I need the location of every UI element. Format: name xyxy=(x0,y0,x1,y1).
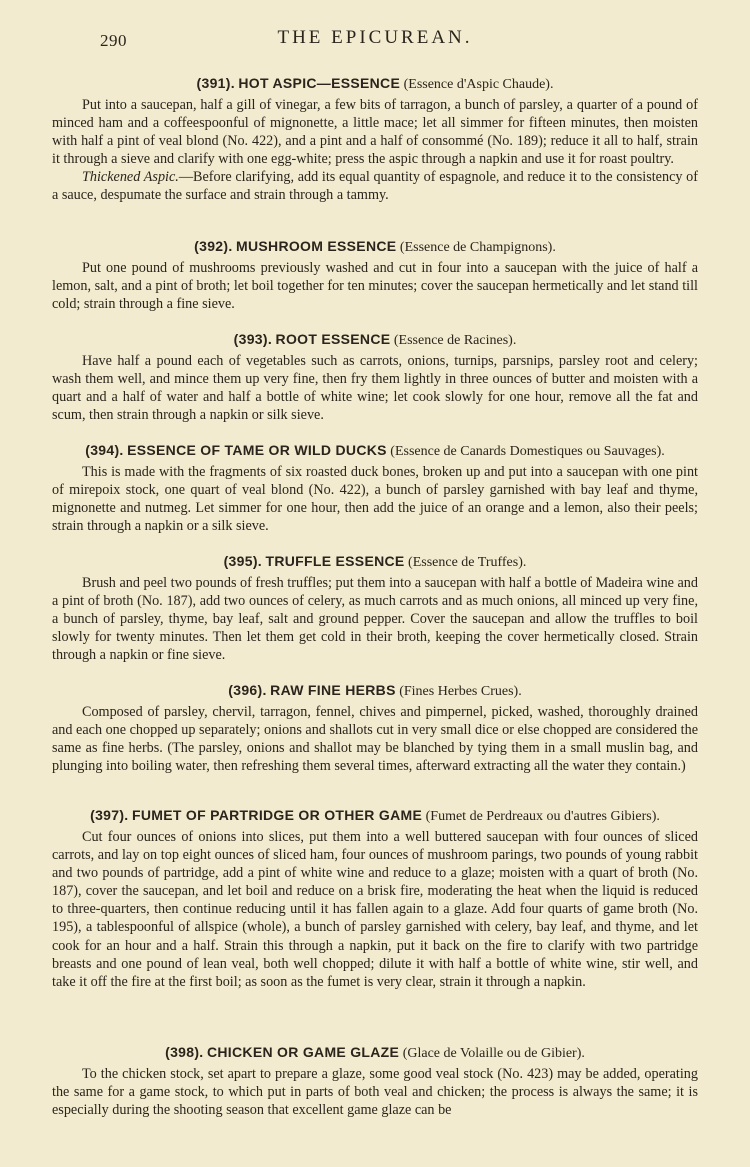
recipe-paragraph: Brush and peel two pounds of fresh truffles; put them into a saucepan with half a bottle of Madeira wine and a pint of broth (No. 187), add two ounces of celery, as much carrots and as much onions, all minced up very fine, a bunch of parsley, thyme, bay leaf, salt and ground pepper. Cover the saucepan and allow the truffles to boil slowly for twenty minutes. Then let them get cold in their broth, keeping the cover hermetically closed. Strain through a napkin or fine sieve. xyxy=(52,575,698,664)
recipe-name: ESSENCE OF TAME OR WILD DUCKS xyxy=(127,442,387,458)
recipe-number: (398). xyxy=(165,1044,204,1060)
recipe-number: (393). xyxy=(233,331,273,347)
recipe-393 xyxy=(52,330,698,424)
recipe-heading xyxy=(52,441,698,461)
recipe-heading xyxy=(52,74,698,94)
recipe-paragraph: Have half a pound each of vegetables such as carrots, onions, turnips, parsnips, parsley root and celery; wash them well, and mince them up very fine, then fry them lightly in three ounces of butter and moisten with a quart and a half of water and half a bottle of white wine; let cook slowly for one hour, remove all the fat and scum, then strain through a napkin or silk sieve. xyxy=(52,353,698,424)
recipe-name: ROOT ESSENCE xyxy=(275,331,391,347)
recipe-french-name: (Essence de Truffes). xyxy=(408,555,527,570)
recipe-heading xyxy=(52,681,698,701)
recipe-number: (394). xyxy=(85,442,124,458)
recipe-heading xyxy=(52,330,698,350)
recipe-392 xyxy=(52,237,698,313)
recipe-name: MUSHROOM ESSENCE xyxy=(236,238,397,254)
page-number: 290 xyxy=(100,31,127,50)
recipe-paragraph: To the chicken stock, set apart to prepare a glaze, some good veal stock (No. 423) may be added, operating the same for a game stock, to which put in parts of both veal and chicken; the process is always the same; it is especially during the shooting season that excellent game glaze can be xyxy=(52,1066,698,1119)
note-label: Thickened Aspic. xyxy=(82,169,179,186)
recipe-paragraph: Cut four ounces of onions into slices, put them into a well buttered saucepan with four ounces of sliced carrots, and lay on top eight ounces of sliced ham, four ounces of mushroom parings, two pounds of young rabbit and two pounds of partridge, add a pint of white wine and reduce to a glaze; moisten with a quart of broth (No. 187), cover the saucepan, and let boil and reduce on a brisk fire, moderating the heat when the liquid is reduced to three-quarters, then continue reducing until it has fallen again to a glaze. Add four quarts of game broth (No. 195), a tablespoonful of allspice (whole), a bunch of parsley garnished with celery, bay leaf, and thyme, and let cook for an hour and a half. Strain this through a napkin, put it back on the fire to clarify with two partridge breasts and one pound of lean veal, both well chopped; dilute it with half a bottle of white wine, stir well, and take it off the fire at the first boil; as soon as the fumet is very clear, strain it through a napkin. xyxy=(52,829,698,990)
recipe-number: (392). xyxy=(194,238,233,254)
recipe-french-name: (Fines Herbes Crues). xyxy=(399,684,522,699)
recipe-french-name: (Essence d'Aspic Chaude). xyxy=(403,77,554,92)
running-header xyxy=(52,0,698,58)
recipe-number: (396). xyxy=(228,682,267,698)
recipe-number: (397). xyxy=(90,807,129,823)
recipe-french-name: (Essence de Champignons). xyxy=(399,240,556,255)
recipe-french-name: (Essence de Racines). xyxy=(393,333,517,348)
recipe-number: (395). xyxy=(223,553,262,569)
running-title: THE EPICUREAN. xyxy=(277,27,473,48)
recipe-heading xyxy=(52,552,698,572)
recipe-396 xyxy=(52,681,698,775)
recipe-heading xyxy=(52,806,698,826)
recipe-name: RAW FINE HERBS xyxy=(270,682,396,698)
recipe-391 xyxy=(52,74,698,205)
recipe-name: TRUFFLE ESSENCE xyxy=(265,553,405,569)
recipe-heading xyxy=(52,1043,698,1063)
recipe-heading xyxy=(52,237,698,257)
recipe-number: (391). xyxy=(196,75,235,91)
recipe-french-name: (Glace de Volaille ou de Gibier). xyxy=(402,1046,585,1061)
recipe-394 xyxy=(52,441,698,535)
recipe-name: CHICKEN OR GAME GLAZE xyxy=(206,1044,400,1060)
recipe-french-name: (Essence de Canards Domestiques ou Sauvages). xyxy=(390,444,665,459)
recipe-paragraph: Put into a saucepan, half a gill of vinegar, a few bits of tarragon, a bunch of parsley, a quarter of a pound of minced ham and a coffeespoonful of mignonette, a little mace; let all simmer for fifteen minutes, then moisten with half a pint of veal blond (No. 422), and a pint and a half of consommé (No. 189); reduce it all to half, strain it through a sieve and clarify with one egg-white; press the aspic through a napkin and use it for roast poultry. xyxy=(52,97,698,168)
recipe-name: HOT ASPIC—ESSENCE xyxy=(238,75,401,91)
recipe-paragraph: Composed of parsley, chervil, tarragon, fennel, chives and pimpernel, picked, washed, thoroughly drained and each one chopped up separately; onions and shallots cut in very small dice or else chopped are considered the same as fine herbs. (The parsley, onions and shallot may be blanched by tying them in a small muslin bag, and plunging into boiling water, then refreshing them several times, afterward extracting all the water they contain.) xyxy=(52,704,698,775)
recipe-paragraph: Put one pound of mushrooms previously washed and cut in four into a saucepan with the juice of half a lemon, salt, and a pint of broth; let boil together for ten minutes; cover the saucepan hermetically and let stand till cold; strain through a fine sieve. xyxy=(52,260,698,313)
note-text: —Before clarifying, add its equal quantity of espagnole, and reduce it to the consistency of a sauce, despumate the surface and strain through a tammy. xyxy=(52,169,698,204)
recipe-395 xyxy=(52,552,698,664)
recipe-398 xyxy=(52,1043,698,1119)
recipe-397 xyxy=(52,806,698,991)
recipe-name: FUMET OF PARTRIDGE OR OTHER GAME xyxy=(132,807,423,823)
recipe-french-name: (Fumet de Perdreaux ou d'autres Gibiers). xyxy=(425,809,660,824)
recipe-paragraph: This is made with the fragments of six roasted duck bones, broken up and put into a saucepan with one pint of mirepoix stock, one quart of veal blond (No. 422), a bunch of parsley garnished with bay leaf and thyme, mignonette and nutmeg. Let simmer for one hour, then add the juice of an orange and a lemon, also their peels; strain through a napkin or a silk sieve. xyxy=(52,464,698,535)
recipe-note xyxy=(52,168,698,204)
